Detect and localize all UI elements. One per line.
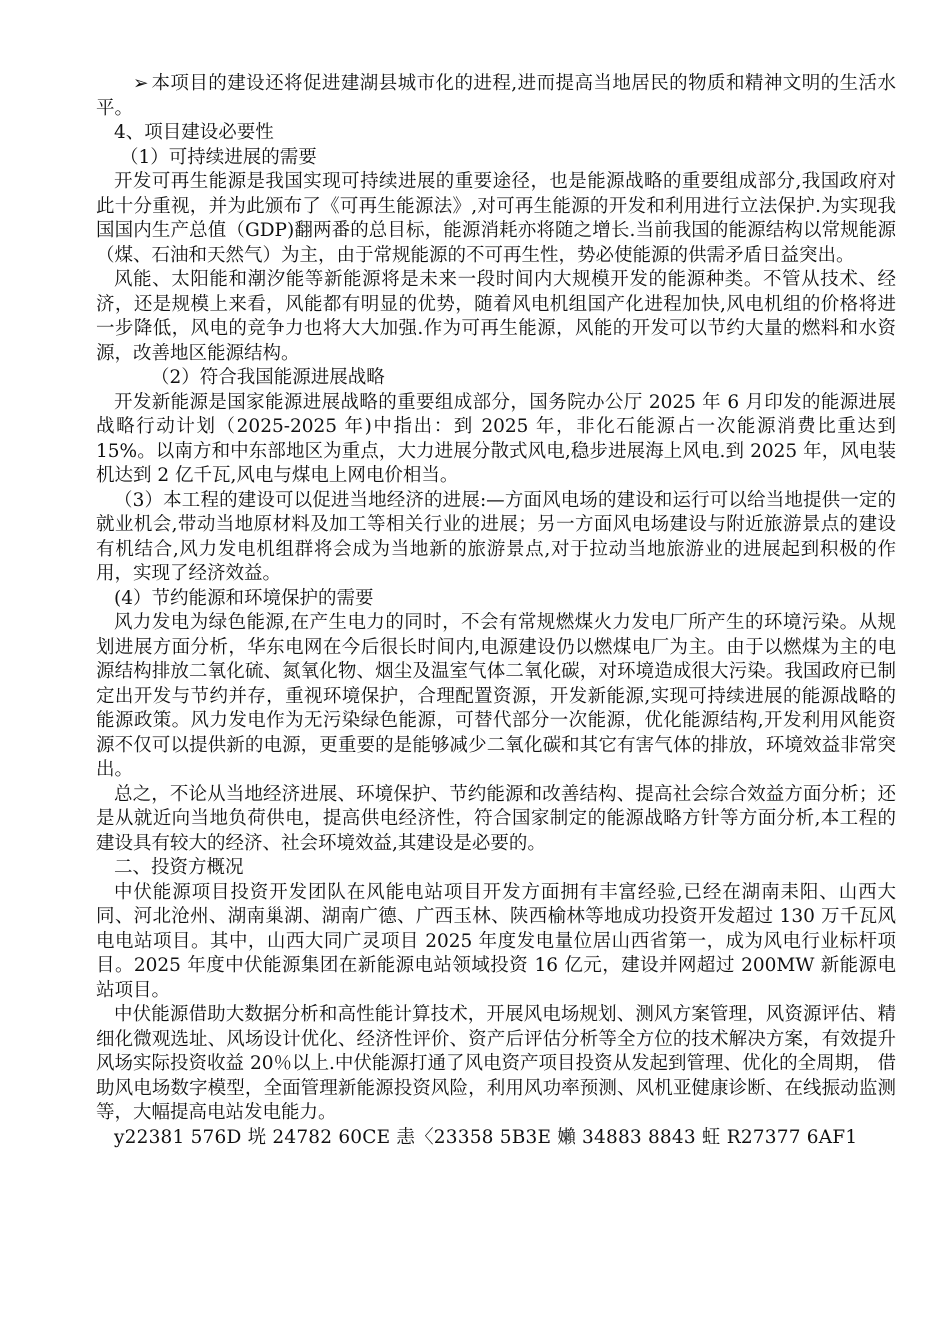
bullet-paragraph xyxy=(96,72,896,121)
subsection-1-paragraph-1: 开发可再生能源是我国实现可持续进展的重要途径，也是能源战略的重要组成部分,我国政府对此十分重视，并为此颁布了《可再生能源法》,对可再生能源的开发和利用进行立法保护.为实现我国国内生产总值（GDP)翻两番的总目标，能源消耗亦将随之增长.当前我国的能源结构以常规能源（煤、石油和天然气）为主，由于常规能源的不可再生性，势必使能源的供需矛盾日益突出。 xyxy=(96,171,896,266)
subsection-4-paragraph-1: 风力发电为绿色能源,在产生电力的同时，不会有常规燃煤火力发电厂所产生的环境污染。从规划进展方面分析，华东电网在今后很长时间内,电源建设仍以燃煤电厂为主。由于以燃煤为主的电源结构排放二氧化硫、氮氧化物、烟尘及温室气体二氧化碳，对环境造成很大污染。我国政府已制定出开发与节约并存，重视环境保护，合理配置资源，开发新能源,实现可持续进展的能源战略的能源政策。风力发电作为无污染绿色能源，可替代部分一次能源，优化能源结构,开发利用风能资源不仅可以提供新的电源，更重要的是能够减少二氧化碳和其它有害气体的排放，环境效益非常突出。 xyxy=(96,612,896,780)
section-4-heading: 4、项目建设必要性 xyxy=(114,122,274,143)
subsection-2-paragraph-1: 开发新能源是国家能源进展战略的重要组成部分，国务院办公厅 2025 年 6 月印发的能源进展战略行动计划（2025-2025 年)中指出：到 2025 年，非化石能源占一次能源消费比重达到 15%。以南方和中东部地区为重点，大力进展分散式风电,稳步进展海上风电.到 2025 年，风电装机达到 2 亿千瓦,风电与煤电上网电价相当。 xyxy=(96,391,896,486)
summary-paragraph: 总之，不论从当地经济进展、环境保护、节约能源和改善结构、提高社会综合效益方面分析；还是从就近向当地负荷供电，提高供电经济性，符合国家制定的能源战略方针等方面分析,本工程的建设具有较大的经济、社会环境效益,其建设是必要的。 xyxy=(96,783,896,854)
subsection-3-paragraph: （3）本工程的建设可以促进当地经济的进展:—方面风电场的建设和运行可以给当地提供一定的就业机会,带动当地原材料及加工等相关行业的进展；另一方面风电场建设与附近旅游景点的建设有机结合,风力发电机组群将会成为当地新的旅游景点,对于拉动当地旅游业的进展起到积极的作用，实现了经济效益。 xyxy=(96,489,896,584)
investor-paragraph-2: 中伏能源借助大数据分析和高性能计算技术，开展风电场规划、测风方案管理，风资源评估、精细化微观选址、风场设计优化、经济性评价、资产后评估分析等全方位的技术解决方案，有效提升风场实际投资收益 20％以上.中伏能源打通了风电资产项目投资从发起到管理、优化的全周期， 借助风电场数字模型，全面管理新能源投资风险，利用风功率预测、风机亚健康诊断、在线振动监测等，大幅提高电站发电能力。 xyxy=(96,1004,896,1123)
bullet-arrow-icon: ➢ xyxy=(133,73,149,94)
subsection-1-paragraph-2: 风能、太阳能和潮汐能等新能源将是未来一段时间内大规模开发的能源种类。不管从技术、经济，还是规模上来看，风能都有明显的优势，随着风电机组国产化进程加快,风电机组的价格将进一步降低，风电的竞争力也将大大加强.作为可再生能源，风能的开发可以节约大量的燃料和水资源，改善地区能源结构。 xyxy=(96,269,896,364)
subsection-2-title: （2）符合我国能源进展战略 xyxy=(151,367,385,388)
section-2-heading: 二、投资方概况 xyxy=(114,857,244,878)
subsection-4-title: (4）节约能源和环境保护的需要 xyxy=(114,587,374,609)
investor-paragraph-1: 中伏能源项目投资开发团队在风能电站项目开发方面拥有丰富经验,已经在湖南耒阳、山西大同、河北沧州、湖南巢湖、湖南广德、广西玉林、陕西榆林等地成功投资开发超过 130 万千瓦风电电站项目。其中，山西大同广灵项目 2025 年度发电量位居山西省第一，成为风电行业标杆项目。2025 年度中伏能源集团在新能源电站领域投资 16 亿元，建设并网超过 200MW 新能源电站项目。 xyxy=(96,881,896,1001)
document-page xyxy=(96,72,896,1150)
bullet-text: 本项目的建设还将促进建湖县城市化的进程,进而提高当地居民的物质和精神文明的生活水平。 xyxy=(96,73,896,119)
subsection-1-title: （1）可持续进展的需要 xyxy=(120,146,317,168)
footer-code-line: y22381 576D 垙 24782 60CE 恚〈23358 5B3E 嬾 34883 8843 蚟 R27377 6AF1 xyxy=(114,1126,858,1148)
